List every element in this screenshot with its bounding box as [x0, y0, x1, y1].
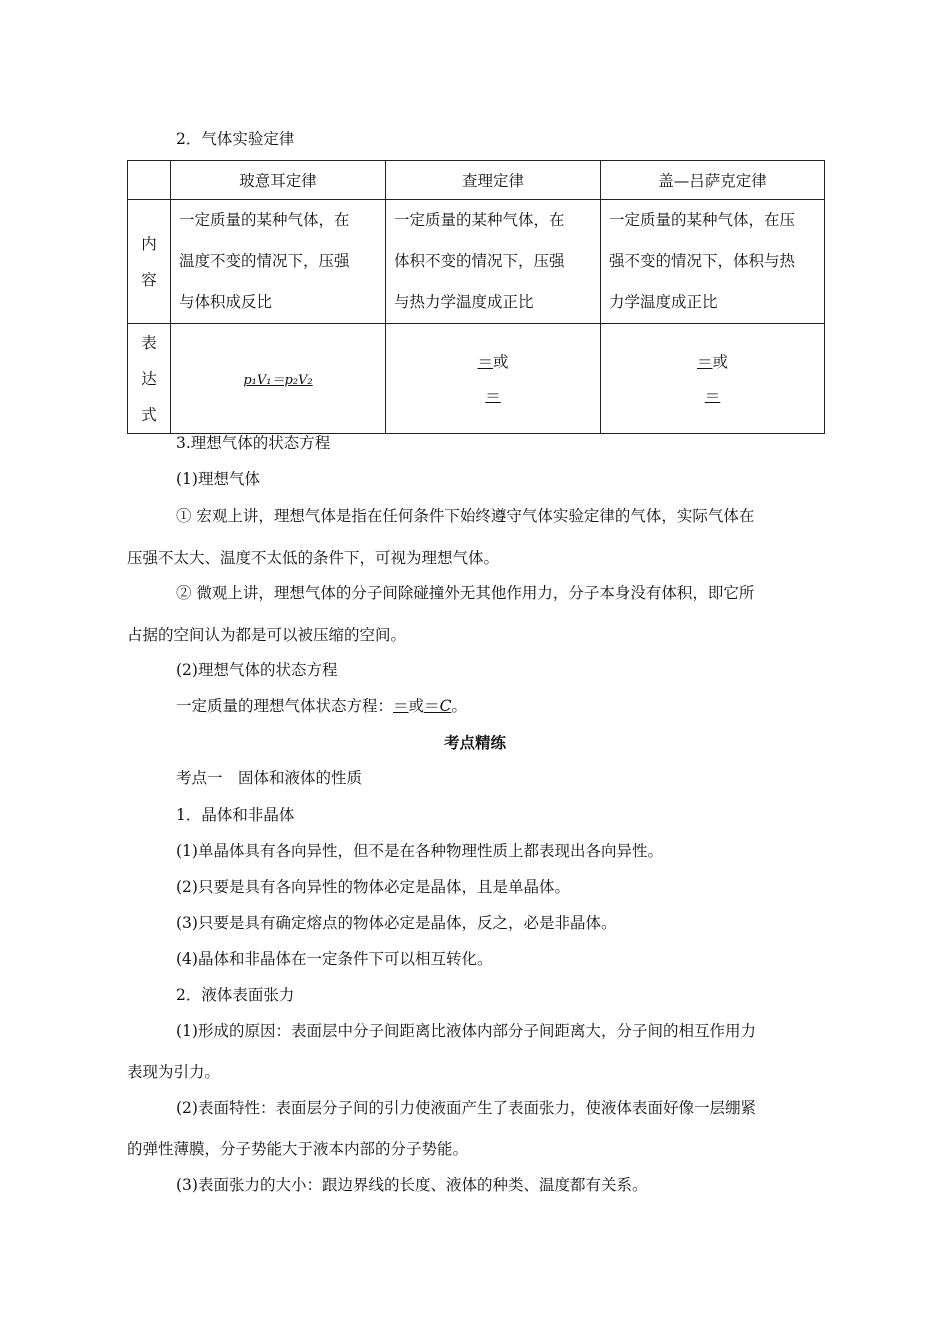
crystal-item-4: (4)晶体和非晶体在一定条件下可以相互转化。: [176, 950, 493, 968]
content-label-char: 容: [141, 270, 157, 289]
boyle-formula: p₁V₁＝p₂V₂: [243, 373, 313, 388]
boyle-content-line: 温度不变的情况下，压强: [179, 252, 350, 270]
charles-content-line: 与热力学温度成正比: [394, 293, 534, 311]
charles-formula: [386, 345, 600, 413]
table-expression-row: [128, 324, 825, 434]
boyle-content-line: 与体积成反比: [179, 293, 273, 311]
expression-label-char: 达: [141, 369, 157, 388]
state-eq-constant: C: [439, 697, 452, 715]
content-label: [128, 200, 171, 324]
gay-lussac-eq-sign-2: ＝: [704, 386, 721, 405]
gay-lussac-content-line: 力学温度成正比: [609, 293, 718, 311]
expression-label: [128, 324, 171, 434]
section-3-title: 3.理想气体的状态方程: [176, 434, 331, 452]
crystal-title: 1．晶体和非晶体: [176, 806, 295, 824]
header-empty: [128, 161, 171, 200]
state-eq-period: 。: [451, 697, 467, 715]
gay-lussac-formula: [601, 345, 824, 413]
charles-eq-sign: ＝: [477, 352, 493, 371]
state-eq-sign-1: ＝: [393, 697, 409, 715]
charles-content: [386, 200, 601, 324]
table-content-row: [128, 200, 825, 324]
header-charles: 查理定律: [386, 161, 601, 200]
charles-formula-line2: [386, 379, 600, 413]
crystal-item-1: (1)单晶体具有各向异性，但不是在各种物理性质上都表现出各向异性。: [176, 842, 663, 860]
ideal-gas-subtitle: (1)理想气体: [176, 470, 260, 488]
section-2-title: 2．气体实验定律: [176, 130, 295, 148]
charles-expression: [386, 324, 601, 434]
gay-lussac-expression: [601, 324, 825, 434]
charles-eq-sign-2: ＝: [485, 386, 501, 405]
gay-lussac-content-line: 一定质量的某种气体，在压: [609, 211, 796, 229]
gay-lussac-eq-sign: ＝: [696, 352, 713, 371]
header-boyle: 玻意耳定律: [171, 161, 386, 200]
gay-lussac-content-line: 强不变的情况下，体积与热: [609, 252, 796, 270]
crystal-item-3: (3)只要是具有确定熔点的物体必定是晶体，反之，必是非晶体。: [176, 914, 617, 932]
charles-formula-line1: [386, 345, 600, 379]
practice-heading: 考点精练: [443, 733, 506, 752]
tension-1-line1: (1)形成的原因：表面层中分子间距离比液体内部分子间距离大，分子间的相互作用力: [176, 1022, 756, 1040]
gay-lussac-formula-line1: [601, 345, 824, 379]
gay-lussac-content: [601, 200, 825, 324]
tension-2-line2: 的弹性薄膜，分子势能大于液本内部的分子势能。: [127, 1140, 469, 1158]
state-equation-line: [176, 696, 467, 716]
state-eq-sign-2: ＝: [424, 697, 440, 715]
micro-para-line2: 占据的空间认为都是可以被压缩的空间。: [127, 626, 407, 644]
micro-para-line1: ② 微观上讲，理想气体的分子间除碰撞外无其他作用力，分子本身没有体积，即它所: [176, 584, 755, 602]
state-eq-or: 或: [408, 697, 425, 715]
charles-or: 或: [493, 352, 509, 371]
expression-label-char: 式: [141, 405, 157, 424]
charles-content-line: 一定质量的某种气体，在: [394, 211, 565, 229]
expression-label-char: 表: [141, 333, 157, 352]
tension-3: (3)表面张力的大小：跟边界线的长度、液体的种类、温度都有关系。: [176, 1176, 648, 1194]
macro-para-line2: 压强不太大、温度不太低的条件下，可视为理想气体。: [127, 549, 500, 567]
boyle-content-line: 一定质量的某种气体，在: [179, 211, 350, 229]
gay-lussac-or: 或: [712, 352, 729, 371]
boyle-expression: [171, 324, 386, 434]
charles-content-line: 体积不变的情况下，压强: [394, 252, 565, 270]
tension-title: 2．液体表面张力: [176, 986, 295, 1004]
tension-1-line2: 表现为引力。: [127, 1063, 221, 1081]
tension-2-line1: (2)表面特性：表面层分子间的引力使液面产生了表面张力，使液体表面好像一层绷紧: [176, 1099, 756, 1117]
topic-1-title: 考点一 固体和液体的性质: [176, 769, 363, 787]
gas-laws-table: [127, 160, 825, 434]
header-gay-lussac: 盖—吕萨克定律: [601, 161, 825, 200]
gay-lussac-formula-line2: [601, 379, 824, 413]
content-label-char: 内: [141, 234, 157, 253]
state-eq-prefix: 一定质量的理想气体状态方程：: [176, 697, 394, 715]
state-equation-subtitle: (2)理想气体的状态方程: [176, 661, 338, 679]
crystal-item-2: (2)只要是具有各向异性的物体必定是晶体，且是单晶体。: [176, 878, 570, 896]
boyle-content: [171, 200, 386, 324]
table-header-row: [128, 161, 825, 200]
macro-para-line1: ① 宏观上讲，理想气体是指在任何条件下始终遵守气体实验定律的气体，实际气体在: [176, 507, 755, 525]
